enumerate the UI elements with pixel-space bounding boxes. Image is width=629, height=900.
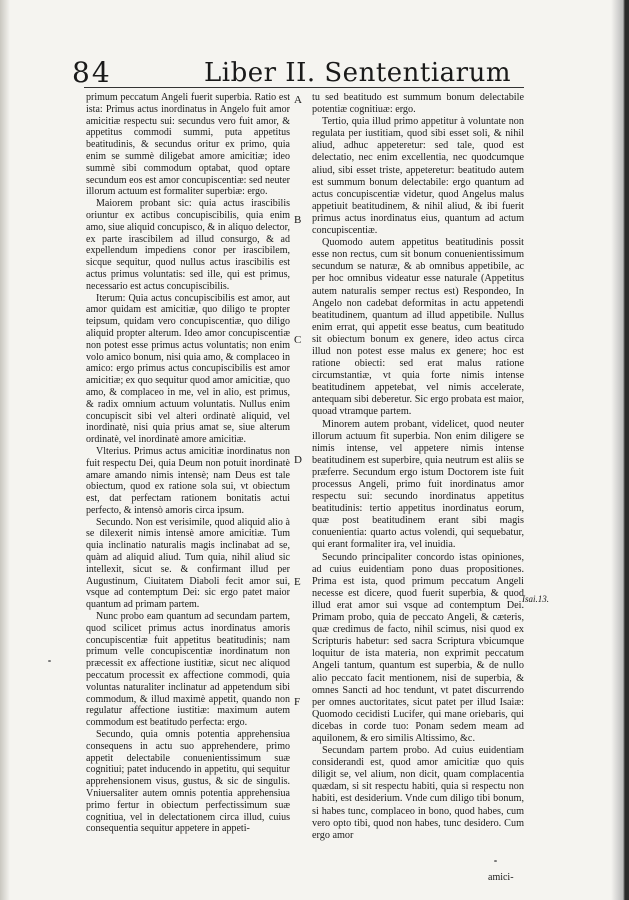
paragraph: Iterum: Quia actus concupiscibilis est amor, aut amor quidam est amicitiæ, quo diligo te propter teipsum, quidam vero concupiscentiæ, quo diligo aliquid propter alterum. Ideo amor concupiscentiæ non potest esse primus actus voluntatis; non enim volo amico bonum, nisi quia amo, & complaceo in amico: ergo primus actus concupiscibilis est amor amicitiæ; ex quo sequitur quod amor amicitiæ, quo amo, & complaceo in me, vel in alio, est primus, & radix omnium actuum voluntatis. Nullus enim concupiscit sibi vel alteri ordinatè aliquid, vel inordinatè, nisi quia prius amat se, siue alterum ordinatè, vel inordinatè amore amicitiæ. xyxy=(86,292,290,446)
paragraph: Secundam partem probo. Ad cuius euidentiam considerandi est, quod amor amicitiæ quo quis diligit se, vel alium, non dicit, quam complacentia quædam, si sit respectu habiti, quia si respectu non habiti, est desiderium. Vnde cum diligo tibi bonum, si habes tunc, complaceo in bono, quod habes, cum vero opto tibi, quod non habes, tunc desidero. Cum ergo amor xyxy=(312,745,524,841)
right-text-column xyxy=(312,92,524,842)
paragraph: Secundo, quia omnis potentia apprehensiua consequens in actu suo apprehendere, primo appetit delectabile conuenientissimum suæ cognitiui; patet inducendo in appetitu, qui sequitur apprehensionem visus, gustus, & sic de singulis. Vniuersaliter autem omnis potentia apprehensiua primo fertur in obiectum perfectissimum suæ cognitiua, vel in delectationem circa illud, cuius consequentia sequitur appetere in appeti- xyxy=(86,729,290,835)
margin-letter-a: A xyxy=(294,94,302,106)
paragraph: Maiorem probant sic: quia actus irascibilis oriuntur ex actibus concupiscibilis, quia enim amo, siue aliquid concupisco, & in aliquo delector, ex parte irascibilem ad illud consurgo, & ad expellendum impediens conor per irascibilem, sicque sequitur, quod nullus actus irascibilis est actus primus voluntatis: sed ille, qui est primus, necessario est actus concupiscibilis. xyxy=(86,198,290,292)
page-number: 84 xyxy=(72,56,112,89)
margin-letter-b: B xyxy=(294,214,302,226)
paragraph: primum peccatum Angeli fuerit superbia. Ratio est ista: Primus actus inordinatus in Angelo fuit amor amicitiæ respectu sui: secundus vero fuit amor, & appetitus commodi summi, puta appetitus beatitudinis, & secundus oritur ex primo, quia enim se summè diligebat amore amicitiæ; ideo summè sibi commodum optabat, quod optare secundum eos est amor concupiscentiæ: sed neuter illorum actuum est formaliter superbiæ: ergo. xyxy=(86,92,290,198)
margin-letter-e: E xyxy=(294,576,301,588)
paragraph: Vlterius. Primus actus amicitiæ inordinatus non fuit respectu Dei, quia Deum non potuit inordinatè amare amando nimis intensè; nam Deus est tale obiectum, quod ex ratione sola sui, vt obiectum est, dat perfectam rationem bonitatis actui perfecto, & intensò amoris circa ipsum. xyxy=(86,445,290,516)
scan-speck xyxy=(494,860,497,862)
paragraph: Secundo. Non est verisimile, quod aliquid alio à se dilexerit nimis intensè amore amicitiæ. Tum quia inclinatio naturalis magis inclinabat ad se, quàm ad aliquid aliud. Tum quia, nihil aliud sic intellexit, sicut se. & confirmant illud per Augustinum, Ciuitatem Diaboli fecit amor sui, vsque ad contemptum Dei: sic ergo patet maior quantum ad primam partem. xyxy=(86,516,290,611)
left-text-column xyxy=(86,92,290,835)
header-rule xyxy=(84,87,524,88)
scan-speck xyxy=(48,660,51,662)
catchword: amici- xyxy=(488,872,514,883)
margin-letter-d: D xyxy=(294,454,302,466)
scan-edge-left xyxy=(0,0,10,900)
paragraph: Tertio, quia illud primo appetitur à voluntate non regulata per iustitiam, quod sibi esset soli, & nihil aliud, adhuc appeteretur: sed tale, quod est delectatio, nec enim excellentia, nec quodcumque aliud, sibi esset triste, appeteretur: beatitudo autem est summum bonum delectabile: ergo quantum ad actus concupiscentiæ videtur, quod Angelus malus appetiuit beatitudinem, & nihil aliud, & ibi fuerit primus actus inordinatus eius, quantum ad actum concupiscentiæ. xyxy=(312,116,524,237)
paragraph: Minorem autem probant, videlicet, quod neuter illorum actuum fit superbia. Non enim diligere se nimis intense, vel appetere nimis intense beatitudinem est superbire, quia neutrum est aliis se præferre. Secundum ergo istum Doctorem iste fuit processus Angeli, primo fuit inordinatus amor respectu sui: secundo inordinatus appetitus beatitudinis: tertio appetitus inordinatus eorum, quæ post beatitudinem erant sibi magis conuenientia: quarto actus volendi, qui sequebatur, qui erant formaliter ira, vel inuidia. xyxy=(312,418,524,551)
margin-letter-f: F xyxy=(294,696,301,708)
paragraph: Secundo principaliter concordo istas opiniones, ad cuius euidentiam pono duas propositiones. Prima est ista, quod primum peccatum Angeli necesse est dicere, quod fuerit superbia, & quod illud erat amor sui vsque ad contemptum Dei. Primam probo, quia de peccato Angeli, & cæteris, quæ credimus de facto, nihil scimus, nisi quod ex Scripturis habetur: sed sacra Scriptura vbicumque loquitur de ista materia, non exprimit peccatum Angeli tantum, quantum est superbia, & de nullo alio peccato facit mentionem, nisi de superbia, & omnes Sancti ad hoc tendunt, vt patet discurrendo per omnes auctoritates, sicut patet per illud Isaiæ: Quomodo cecidisti Lucifer, qui mane oriebaris, qui dicebas in corde tuo: Ponam sedem meam ad aquilonem, & ero similis Altissimo, &c. xyxy=(312,551,524,744)
paragraph: Nunc probo eam quantum ad secundam partem, quod scilicet primus actus inordinatus amoris concupiscentiæ fuit appetitus beatitudinis; nam primum velle concupiscentiæ inordinatum non præcessit ex affectione iustitiæ, sicut nec aliquod peccatum processit ex affectione commodi, quia voluntas naturaliter inclinatur ad appetendum sibi commodum, & illud maximè appetit, quando non regulatur affectione iustitiæ: maximum autem commodum est beatitudo perfecta: ergo. xyxy=(86,611,290,729)
margin-letters xyxy=(294,92,308,812)
margin-note-citation: Isai.13. xyxy=(522,594,549,604)
margin-letter-c: C xyxy=(294,334,302,346)
scan-edge-right xyxy=(609,0,629,900)
running-head: Liber II. Sententiarum xyxy=(204,58,511,88)
page-header xyxy=(72,48,612,88)
paragraph: tu sed beatitudo est summum bonum delectabile potentiæ cognitiuæ: ergo. xyxy=(312,92,524,116)
paragraph: Quomodo autem appetitus beatitudinis possit esse non rectus, cum sit bonum conuenientissimum secundum se naturæ, & ab omnibus appetibile, ac per hoc omnibus videatur esse naturale (Appetitus autem naturalis semper rectus est) Respondeo, In Angelo non cadebat deformitas in actu appetendi beatitudinem, quantum ad illud appetibile. Nullus enim errat, qui appetit esse beatus, cum beatitudo sit obiectum bonum ex genere, ideo actus circa illud non potest esse malus ex genere; hoc est ratione obiecti: sed erat malus ratione circumstantiæ, vt quia forte nimis intense beatitudinem appetebat, vel nimis accelerate, antequam sibi deberetur. Sic ergo probata est maior, quoad vtramque partem. xyxy=(312,237,524,418)
